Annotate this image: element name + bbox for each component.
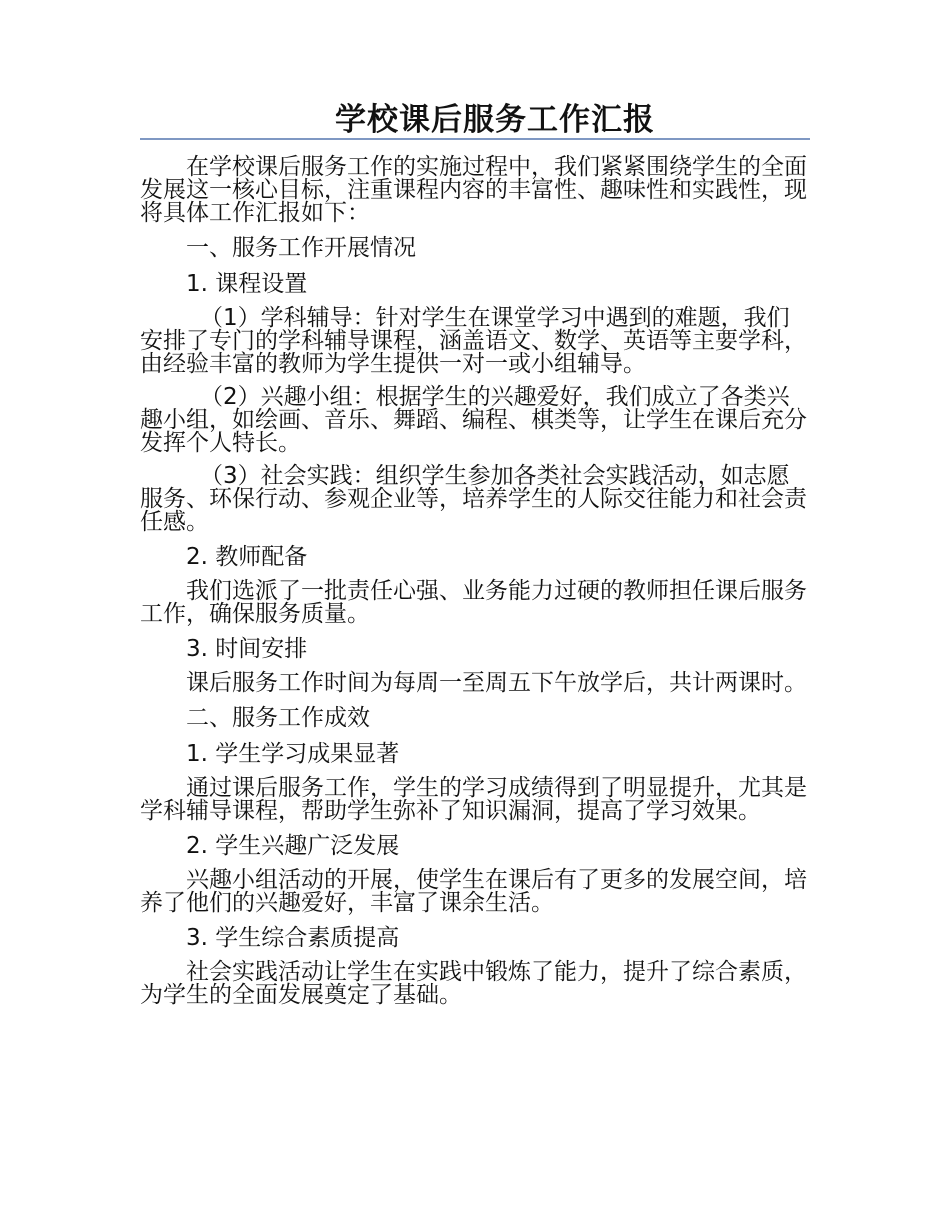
section2-item3-heading: 3. 学生综合素质提高 <box>186 925 400 951</box>
section1-item1-paragraph-2: （2）兴趣小组：根据学生的兴趣爱好，我们成立了各类兴趣小组，如绘画、音乐、舞蹈、编程、棋类等，让学生在课后充分发挥个人特长。 <box>140 384 807 456</box>
section1-item3-heading: 3. 时间安排 <box>186 636 308 662</box>
document-title: 学校课后服务工作汇报 <box>335 102 655 138</box>
section2-item3-paragraph: 社会实践活动让学生在实践中锻炼了能力，提升了综合素质，为学生的全面发展奠定了基础。 <box>140 959 807 1008</box>
section2-item1-heading: 1. 学生学习成果显著 <box>186 741 400 767</box>
section1-heading: 一、服务工作开展情况 <box>186 235 416 261</box>
section2-item2-paragraph: 兴趣小组活动的开展，使学生在课后有了更多的发展空间，培养了他们的兴趣爱好，丰富了课余生活。 <box>140 867 807 916</box>
section2-item1-paragraph: 通过课后服务工作，学生的学习成绩得到了明显提升，尤其是学科辅导课程，帮助学生弥补了知识漏洞，提高了学习效果。 <box>140 775 807 824</box>
section1-item3-paragraph: 课后服务工作时间为每周一至周五下午放学后，共计两课时。 <box>186 670 807 696</box>
section1-item1-paragraph-3: （3）社会实践：组织学生参加各类社会实践活动，如志愿服务、环保行动、参观企业等，培养学生的人际交往能力和社会责任感。 <box>140 463 807 535</box>
section2-heading: 二、服务工作成效 <box>186 705 370 731</box>
section1-item2-paragraph: 我们选派了一批责任心强、业务能力过硬的教师担任课后服务工作，确保服务质量。 <box>140 578 807 627</box>
section1-item1-paragraph-1: （1）学科辅导：针对学生在课堂学习中遇到的难题，我们安排了专门的学科辅导课程，涵盖语文、数学、英语等主要学科，由经验丰富的教师为学生提供一对一或小组辅导。 <box>140 305 807 377</box>
section1-item1-heading: 1. 课程设置 <box>186 271 308 297</box>
intro-paragraph: 在学校课后服务工作的实施过程中，我们紧紧围绕学生的全面发展这一核心目标，注重课程内容的丰富性、趣味性和实践性，现将具体工作汇报如下： <box>140 154 807 226</box>
section1-item2-heading: 2. 教师配备 <box>186 544 308 570</box>
document-page <box>140 100 810 1017</box>
section2-item2-heading: 2. 学生兴趣广泛发展 <box>186 833 400 859</box>
